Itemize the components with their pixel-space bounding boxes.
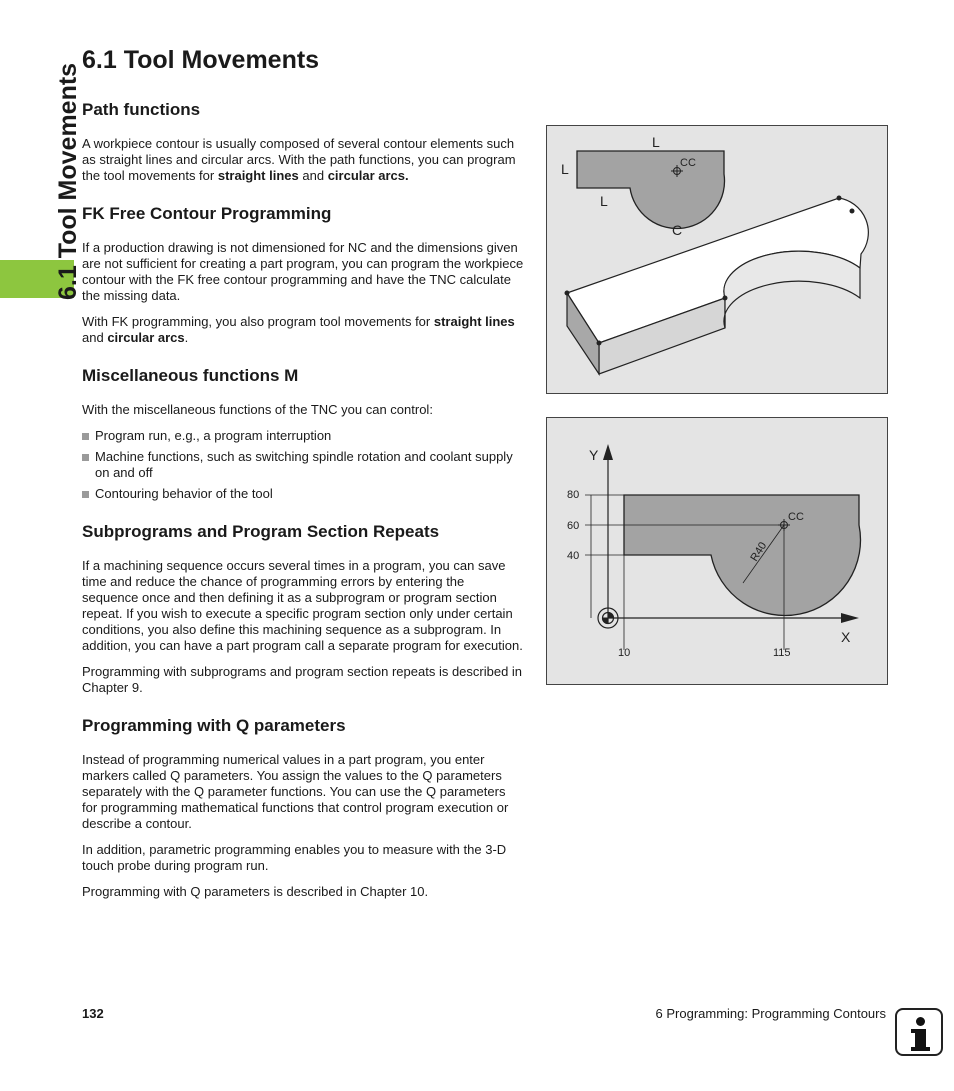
list-item: Contouring behavior of the tool: [82, 486, 524, 502]
label-l-left: L: [561, 161, 569, 177]
part-shape: [624, 495, 861, 616]
footer-chapter-title: 6 Programming: Programming Contours: [655, 1006, 886, 1021]
paragraph-q-3: Programming with Q parameters is described in Chapter 10.: [82, 884, 429, 899]
heading-misc-functions: Miscellaneous functions M: [82, 366, 299, 385]
label-l-top: L: [652, 134, 660, 150]
label-radius: R40: [748, 540, 770, 564]
axis-y-label: Y: [589, 447, 599, 463]
label-cc-1: CC: [680, 157, 696, 169]
list-item: Program run, e.g., a program interruption: [82, 428, 524, 444]
y-tick-label: 60: [567, 520, 580, 532]
page-title: 6.1 Tool Movements: [82, 46, 320, 74]
label-l-bottom: L: [600, 193, 608, 209]
paragraph-fk-2: With FK programming, you also program tool movements for straight lines and circular arcs.: [82, 314, 515, 345]
figure-coordinate-svg: [547, 418, 887, 684]
paragraph-q-1: Instead of programming numerical values in a part program, you enter markers called Q parameters. You assign the values to the Q parameters separately with the Q parameter functions. You can use the Q parameters for programming mathematical functions that control program execution or describe a contour.: [82, 752, 509, 831]
figure-contour-svg: [547, 126, 887, 393]
paragraph-sub-1: If a machining sequence occurs several times in a program, you can save time and reduce the chance of programming errors by entering the sequence once and then defining it as a subprogram or program section repeat. If you wish to execute a specific program section only under certain conditions, you also define this machining sequence as a subprogram. In addition, you can have a part program call a separate program for execution.: [82, 558, 523, 653]
list-item: Machine functions, such as switching spindle rotation and coolant supply on and off: [82, 449, 524, 481]
figure-contour-elements: [546, 125, 888, 394]
axis-x-label: X: [841, 629, 851, 645]
paragraph-sub-2: Programming with subprograms and program section repeats is described in Chapter 9.: [82, 664, 523, 695]
heading-subprograms: Subprograms and Program Section Repeats: [82, 522, 440, 541]
paragraph-fk-1: If a production drawing is not dimensioned for NC and the dimensions given are not sufficient for creating a part program, you can program the workpiece contour with the FK free contour programming and have the TNC calculate the missing data.: [82, 240, 524, 303]
figure-coordinate-drawing: [546, 417, 888, 685]
paragraph-path-functions: A workpiece contour is usually composed of several contour elements such as straight lines and circular arcs. With the path functions, you can program the tool movements for straight lines and circular arcs.: [82, 136, 516, 183]
heading-q-parameters: Programming with Q parameters: [82, 716, 346, 735]
misc-bullet-list: [82, 428, 524, 502]
y-tick-label: 40: [567, 550, 580, 562]
paragraph-misc-intro: With the miscellaneous functions of the TNC you can control:: [82, 402, 433, 417]
profile-shape: [577, 151, 725, 229]
x-tick-label: 10: [618, 647, 631, 659]
paragraph-q-2: In addition, parametric programming enables you to measure with the 3-D touch probe during program run.: [82, 842, 507, 873]
label-c: C: [672, 222, 683, 238]
x-axis-arrow: [841, 613, 859, 623]
label-cc-2: CC: [788, 511, 804, 523]
side-tab: [0, 0, 82, 1091]
page-number: 132: [82, 1006, 104, 1021]
heading-fk-programming: FK Free Contour Programming: [82, 204, 332, 223]
x-tick-label: 115: [773, 647, 791, 659]
y-tick-label: 80: [567, 489, 580, 501]
side-tab-label: 6.1 Tool Movements: [54, 62, 82, 300]
info-icon[interactable]: [895, 1008, 943, 1056]
main-text-column: [82, 98, 524, 910]
y-axis-arrow: [603, 444, 613, 460]
heading-path-functions: Path functions: [82, 100, 201, 119]
